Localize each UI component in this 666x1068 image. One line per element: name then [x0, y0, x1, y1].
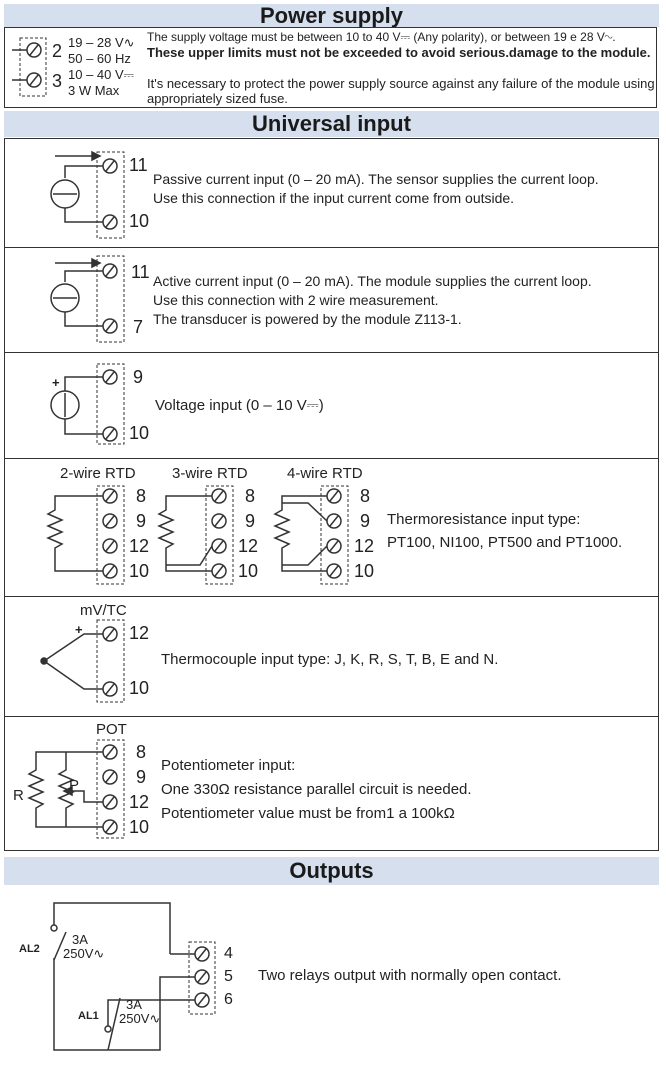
rtd-2wire-terminal-8: 8 [136, 486, 147, 506]
pot-terminal-9: 9 [136, 767, 147, 787]
rtd-4wire-terminal-10: 10 [354, 561, 375, 581]
tc-terminal-10: 10 [129, 678, 150, 698]
pot-description-1: Potentiometer input: [161, 757, 296, 774]
relay-al1-rating-v: 250V∿ [119, 1011, 161, 1026]
pot-description-2: One 330Ω resistance parallel circuit is needed. [161, 781, 472, 798]
power-spec-ac: 19 – 28 V∿ [68, 35, 135, 50]
output-terminal-5: 5 [224, 968, 233, 985]
power-spec-dc: 10 – 40 V⎓ [68, 67, 135, 82]
rtd-2wire-terminal-12: 12 [129, 536, 150, 556]
rtd-4wire-terminal-9: 9 [360, 511, 371, 531]
rtd-4wire-terminal-8: 8 [360, 486, 371, 506]
relay-al1-rating-a: 3A [126, 997, 142, 1012]
power-terminal-3: 3 [52, 71, 63, 91]
rtd-4wire-label: 4-wire RTD [287, 465, 363, 482]
rtd-3wire-terminal-9: 9 [245, 511, 256, 531]
power-text-fuse: It's necessary to protect the power supply source against any failure of the module using appropriately sized fuse. [147, 76, 655, 106]
relay-al2-rating-a: 3A [72, 932, 88, 947]
active-description-1: Active current input (0 – 20 mA). The module supplies the current loop. [153, 273, 592, 289]
rtd-description-1: Thermoresistance input type: [387, 511, 581, 528]
tc-terminal-12: 12 [129, 623, 150, 643]
active-terminal-11: 11 [131, 262, 150, 282]
pot-terminal-8: 8 [136, 742, 147, 762]
rtd-3wire-terminal-12: 12 [238, 536, 259, 556]
passive-description-1: Passive current input (0 – 20 mA). The sensor supplies the current loop. [153, 171, 599, 187]
voltage-terminal-9: 9 [133, 367, 144, 387]
section-header-universal-input: Universal input [4, 111, 659, 137]
pot-description-3: Potentiometer value must be from1 a 100kΩ [161, 805, 455, 822]
rtd-4wire-terminal-12: 12 [354, 536, 375, 556]
passive-terminal-11: 11 [129, 155, 148, 175]
rtd-2wire-terminal-10: 10 [129, 561, 150, 581]
outputs-description: Two relays output with normally open contact. [258, 967, 562, 984]
rtd-3wire-terminal-10: 10 [238, 561, 259, 581]
voltage-terminal-10: 10 [129, 423, 150, 443]
relay-al2-label: AL2 [19, 943, 40, 955]
power-text-range: The supply voltage must be between 10 to 40 V⎓ (Any polarity), or between 19 e 28 V∿. [147, 30, 616, 44]
pot-p-label: P [69, 777, 80, 794]
active-terminal-7: 7 [133, 317, 144, 337]
rtd-2wire-label: 2-wire RTD [60, 465, 136, 482]
rtd-3wire-label: 3-wire RTD [172, 465, 248, 482]
passive-description-2: Use this connection if the input current come from outside. [153, 190, 515, 206]
power-spec-watt: 3 W Max [68, 83, 120, 98]
rtd-3wire-terminal-8: 8 [245, 486, 256, 506]
rtd-description-2: PT100, NI100, PT500 and PT1000. [387, 534, 623, 551]
relay-al2-rating-v: 250V∿ [63, 946, 105, 961]
pot-label: POT [96, 721, 127, 738]
power-spec-freq: 50 – 60 Hz [68, 51, 131, 66]
power-terminal-2: 2 [52, 41, 63, 61]
tc-plus-sign: + [75, 622, 83, 637]
relay-al1-label: AL1 [78, 1010, 99, 1022]
pot-r-label: R [13, 787, 24, 804]
pot-terminal-10: 10 [129, 817, 150, 837]
output-terminal-6: 6 [224, 991, 233, 1008]
section-header-outputs: Outputs [4, 857, 659, 885]
output-terminal-4: 4 [224, 945, 233, 962]
active-description-3: The transducer is powered by the module Z113-1. [153, 311, 462, 327]
active-description-2: Use this connection with 2 wire measurement. [153, 292, 439, 308]
rtd-2wire-terminal-9: 9 [136, 511, 147, 531]
voltage-plus-sign: + [52, 375, 60, 390]
voltage-description: Voltage input (0 – 10 V⎓) [155, 397, 324, 414]
pot-terminal-12: 12 [129, 792, 150, 812]
power-text-warning: These upper limits must not be exceeded to avoid serious.damage to the module. [147, 45, 651, 60]
tc-description: Thermocouple input type: J, K, R, S, T, B, E and N. [161, 651, 499, 668]
section-header-power-supply: Power supply [4, 4, 659, 27]
passive-terminal-10: 10 [129, 211, 150, 231]
tc-label: mV/TC [80, 602, 127, 619]
